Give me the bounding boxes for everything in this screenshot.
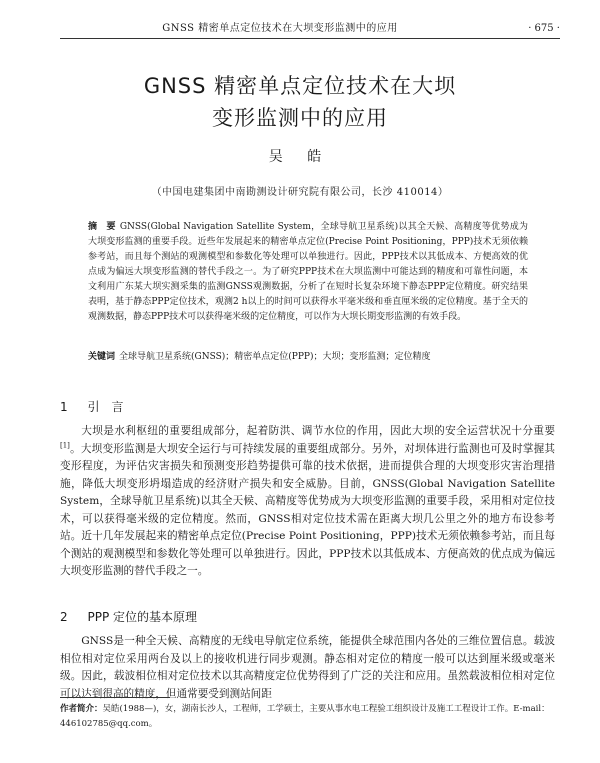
section-2-heading	[60, 608, 197, 625]
section-1-paragraph	[60, 423, 555, 581]
paragraph-text: 大坝是水利枢纽的重要组成部分，起着防洪、调节水位的作用，因此大坝的安全运营状况十分重要	[81, 425, 555, 437]
paragraph-text: 。大坝变形监测是大坝安全运行与可持续发展的重要组成部分。另外，对坝体进行监测也可及时掌握其变形程度，为评估灾害损失和预测变形趋势提供可靠的技术依据，进而提供合理的大坝变形灾害治理措施，降低大坝变形坍塌造成的经济财产损失和安全威胁。目前，GNSS(Global Navigation Satellite System，全球导航卫星系统)以其全天候、高精度等优势成为大坝变形监测的重要手段，采用相对定位技术，可以获得毫米级的定位精度。然而，GNSS相对定位技术需在距离大坝几公里之外的地方布设参考站。近十几年发展起来的精密单点定位(Precise Point Positioning，PPP)技术无须依赖参考站，而且每个测站的观测模型和参数化等处理可以单独进行。因此，PPP技术以其低成本、方便高效的优点成为偏远大坝变形监测的替代手段之一。	[60, 442, 555, 577]
footnote-text: 吴皓(1988—)，女，湖南长沙人，工程师，工学硕士，主要从事水电工程验工组织设计及施工工程设计工作。E-mail：446102785@qq.com。	[60, 704, 550, 729]
paper-title-line-2: 变形监测中的应用	[212, 106, 388, 130]
running-head-title: GNSS 精密单点定位技术在大坝变形监测中的应用	[162, 23, 398, 34]
section-2-number: 2	[60, 610, 68, 624]
abstract-label: 摘 要	[88, 222, 116, 232]
section-1-number: 1	[60, 400, 68, 414]
section-2-title: PPP 定位的基本原理	[87, 610, 197, 624]
page-number: · 675 ·	[528, 23, 560, 34]
paper-title	[60, 70, 540, 134]
author-name: 吴 皓	[268, 149, 332, 165]
abstract	[88, 220, 528, 325]
running-head	[60, 20, 560, 39]
keywords	[88, 350, 528, 364]
section-1-title: 引 言	[87, 400, 124, 414]
footnote-divider	[60, 697, 170, 698]
author-affiliation: （中国电建集团中南勘测设计研究院有限公司，长沙 410014）	[151, 187, 449, 198]
paper-title-line-1: GNSS 精密单点定位技术在大坝	[143, 74, 457, 98]
footnote-label: 作者简介：	[60, 704, 103, 714]
citation: [1]	[60, 440, 70, 449]
section-2-body	[60, 633, 555, 700]
section-1-heading	[60, 398, 123, 415]
section-1-body	[60, 423, 555, 581]
author-footnote	[60, 702, 560, 732]
abstract-text: GNSS(Global Navigation Satellite System，全球导航卫星系统)以其全天候、高精度等优势成为大坝变形监测的重要手段。近些年发展起来的精密单点定位(Precise Point Positioning，PPP)技术无须依赖参考站，而且每个测站的观测模型和参数化等处理可以单独进行。因此，PPP技术以其低成本、方便高效的优点成为偏远大坝变形监测的替代手段之一。为了研究PPP技术在大坝监测中可能达到的精度和可靠性问题，本文利用广东某大坝实测采集的监测GNSS观测数据，分析了在短时长复杂环境下静态PPP定位精度。研究结果表明，基于静态PPP定位技术，观测2 h以上的时间可以获得水平毫米级和垂直厘米级的定位精度。基于全天的观测数据，静态PPP技术可以获得毫米级的定位精度，可以作为大坝长期变形监测的有效手段。	[88, 222, 528, 322]
keywords-label: 关键词	[88, 352, 116, 362]
section-2-paragraph: GNSS是一种全天候、高精度的无线电导航定位系统，能提供全球范围内各处的三维位置信息。载波相位相对定位采用两台及以上的接收机进行同步观测。静态相对定位的精度一般可以达到厘米级或毫米级。因此，载波相位相对定位技术以其高精度定位优势得到了广泛的关注和应用。虽然载波相位相对定位可以达到很高的精度，但通常要受到测站间距	[60, 635, 555, 700]
keywords-text: 全球导航卫星系统(GNSS)；精密单点定位(PPP)；大坝；变形监测；定位精度	[119, 352, 431, 362]
